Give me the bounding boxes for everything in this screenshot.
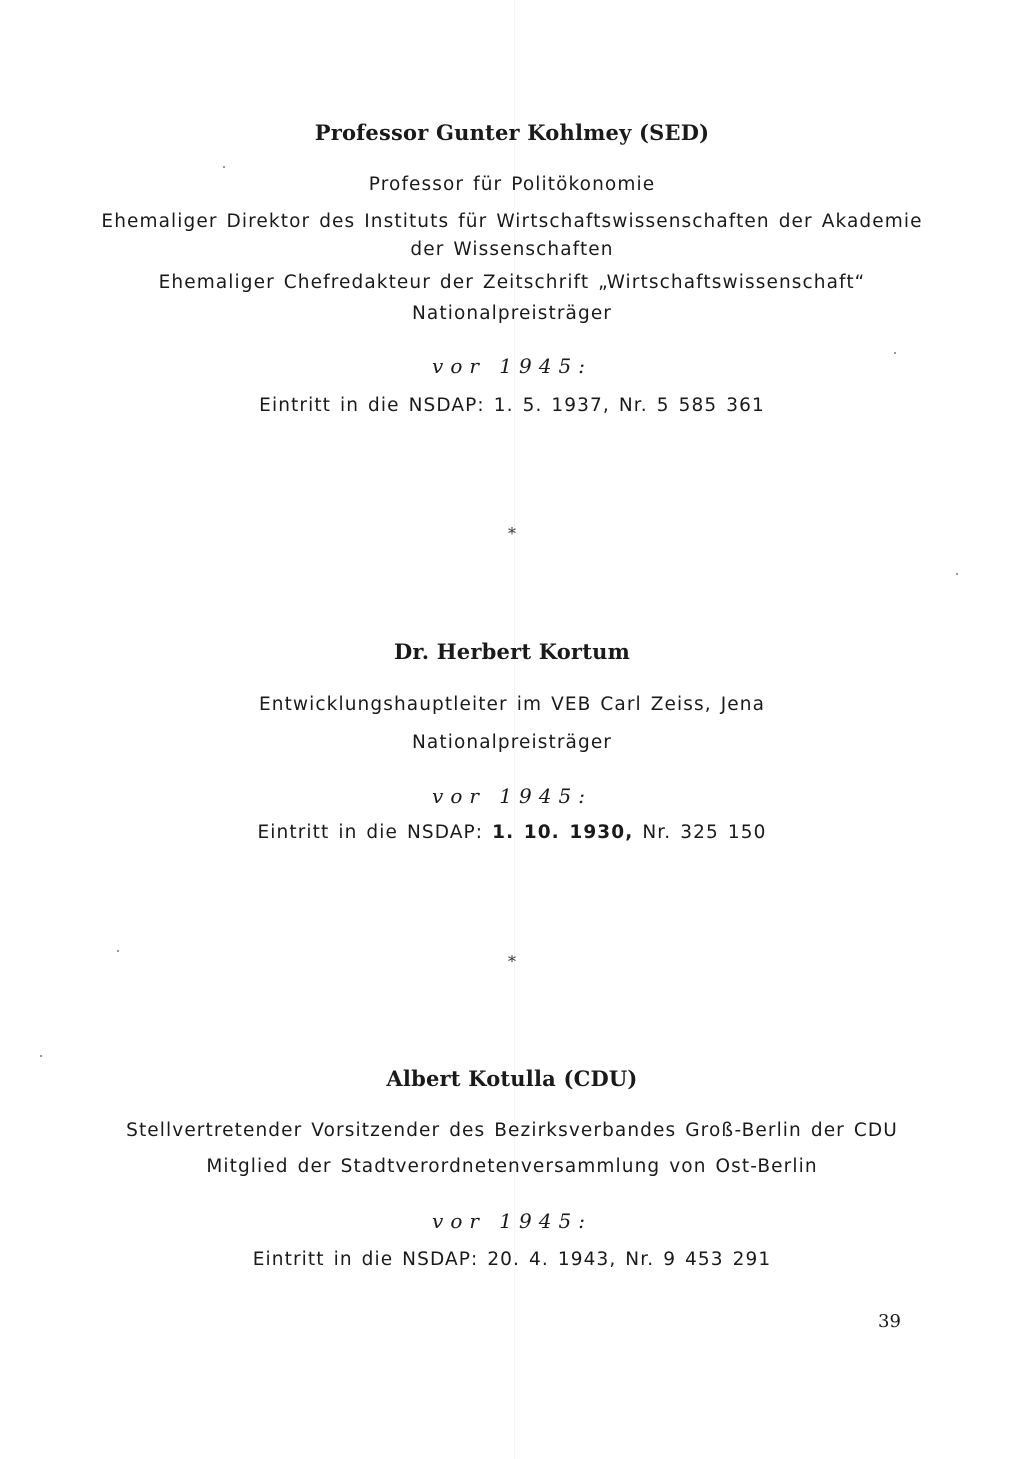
- page-number: 39: [878, 1311, 901, 1332]
- entry-1-role-4: Ehemaliger Chefredakteur der Zeitschrift „Wirtschaftswissenschaft“: [158, 272, 866, 293]
- entry-1-role-1: Professor für Politökonomie: [368, 174, 656, 195]
- entry-3-name: Albert Kotulla (CDU): [386, 1066, 638, 1091]
- entry-1-role-2: Ehemaliger Direktor des Instituts für Wirtschaftswissenschaften der Akademie: [101, 211, 923, 232]
- entry-1-role-3: der Wissenschaften: [410, 239, 614, 260]
- entry-2-nsdap-prefix: Eintritt in die NSDAP:: [257, 822, 484, 843]
- entry-2-nsdap-entry: [0, 822, 1024, 843]
- entry-2-nsdap-date: 1. 10. 1930,: [492, 822, 634, 843]
- entry-3-role-1: Stellvertretender Vorsitzender des Bezirksverbandes Groß-Berlin der CDU: [126, 1120, 898, 1141]
- entry-1-role-5: Nationalpreisträger: [411, 303, 613, 324]
- entry-3-nsdap-prefix: Eintritt in die NSDAP:: [252, 1249, 479, 1270]
- separator-asterisk-2: *: [508, 952, 516, 971]
- entry-3-nsdap-entry: [0, 1249, 1024, 1270]
- entry-2-nsdap-number: Nr. 325 150: [642, 822, 767, 843]
- entry-1-before-1945: vor 1945:: [432, 354, 592, 378]
- entry-3-nsdap-number: Nr. 9 453 291: [625, 1249, 772, 1270]
- entry-2-role-1: Entwicklungshauptleiter im VEB Carl Zeiss, Jena: [258, 694, 766, 715]
- scan-speck: [40, 1055, 42, 1057]
- entry-1-nsdap-number: Nr. 5 585 361: [618, 395, 765, 416]
- entry-3-before-1945: vor 1945:: [432, 1209, 592, 1233]
- scan-speck: [956, 573, 958, 575]
- entry-3-role-2: Mitglied der Stadtverordnetenversammlung von Ost-Berlin: [206, 1156, 818, 1177]
- scan-speck: [117, 950, 119, 952]
- entry-1-nsdap-entry: [0, 395, 1024, 416]
- entry-1-name: Professor Gunter Kohlmey (SED): [314, 120, 710, 145]
- entry-2-name: Dr. Herbert Kortum: [393, 639, 630, 664]
- entry-3-nsdap-date: 20. 4. 1943,: [487, 1249, 617, 1270]
- entry-2-before-1945: vor 1945:: [432, 784, 592, 808]
- entry-2-role-2: Nationalpreisträger: [411, 732, 613, 753]
- entry-1-nsdap-prefix: Eintritt in die NSDAP:: [259, 395, 485, 416]
- separator-asterisk-1: *: [508, 524, 516, 543]
- scan-speck: [223, 166, 225, 168]
- entry-1-nsdap-date: 1. 5. 1937,: [493, 395, 610, 416]
- scan-speck: [894, 352, 896, 354]
